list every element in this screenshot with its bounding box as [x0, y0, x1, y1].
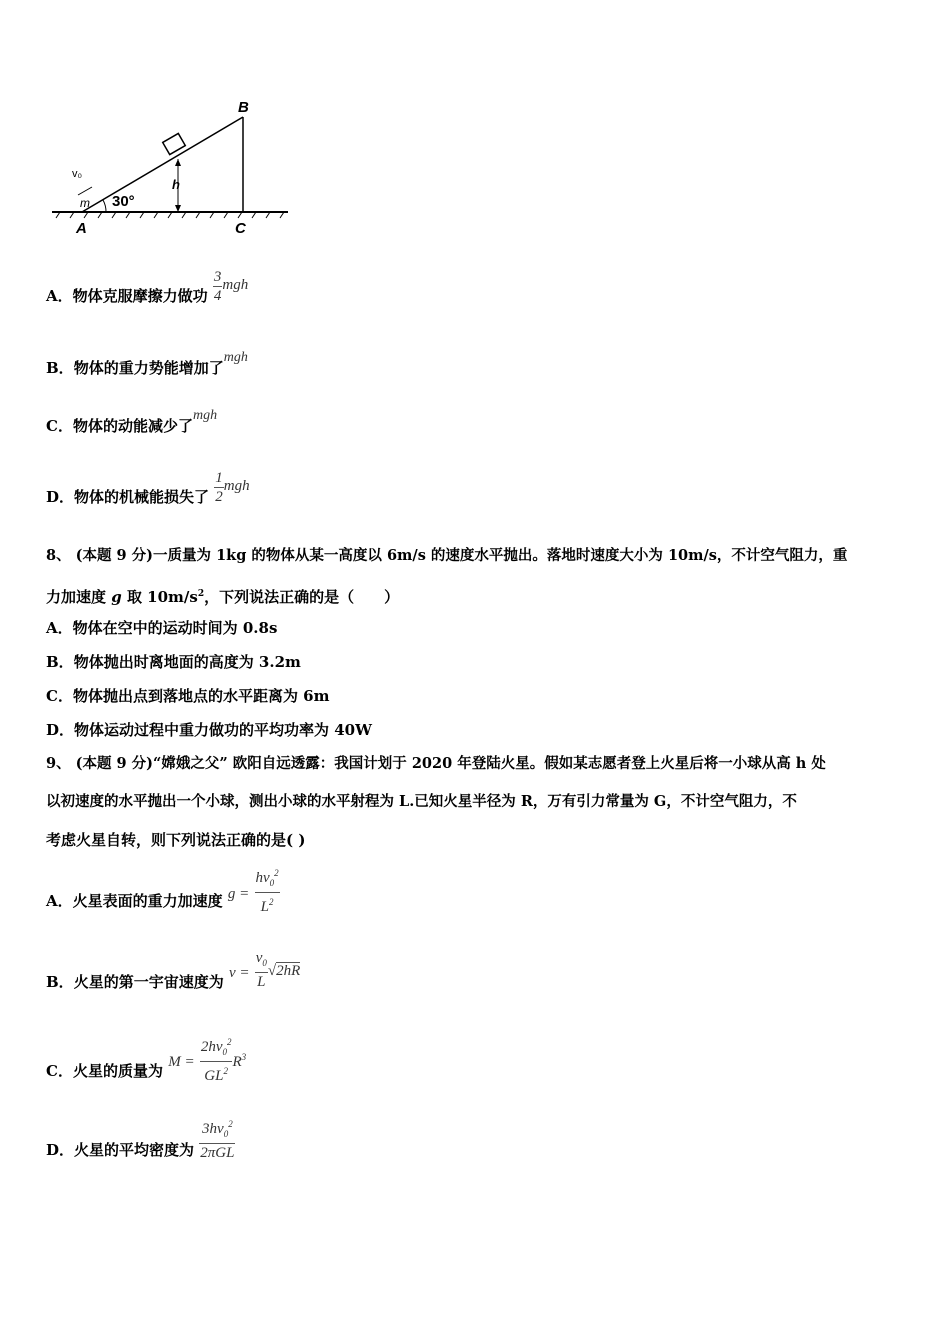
velocity-arrow	[78, 187, 92, 195]
label-b: B	[238, 99, 249, 116]
q8-option-d: D．物体运动过程中重力做功的平均功率为 40W	[46, 721, 372, 739]
q7-option-a: A．物体克服摩擦力做功 $\frac{3}{4}$ mgh	[46, 268, 249, 305]
label-c: C	[235, 220, 246, 237]
q8-option-b: B．物体抛出时离地面的高度为 3.2m	[46, 653, 301, 671]
label-v0: v₀	[72, 168, 83, 180]
fraction-3hv0sq-over-2pigl: $\frac{3hv_0^2}{\text{2πGL}}$	[199, 1115, 235, 1162]
q9-stem-line2: 以初速度的水平抛出一个小球，测出小球的水平射程为 L.已知火星半径为 R，万有引力常量为 G，不计空气阻力，不	[46, 793, 797, 810]
incline-line	[82, 117, 243, 212]
q9-option-a: A．火星表面的重力加速度 g = $\frac{hv_0^2}{L^2}$	[46, 888, 280, 916]
q8-stem-line2: 力加速度 g 取 $10m/s^2$，下列说法正确的是（ ）	[46, 588, 400, 606]
fraction-2hv0sq-over-glsq: $\frac{2hv_0^2}{GL^2}$	[200, 1033, 233, 1085]
q7-option-d: D．物体的机械能损失了 $\frac{1}{2}$ mgh	[46, 469, 250, 506]
q7-option-c: C．物体的动能减少了mgh	[46, 408, 218, 435]
fraction-three-quarters: $\frac{3}{4}$	[213, 268, 222, 304]
angle-arc	[103, 200, 106, 212]
fraction-v0-over-l: $\frac{v_0}{L}$	[255, 950, 267, 990]
q9-option-b: B．火星的第一宇宙速度为 v = $\frac{v_0}{L}$ √2hR	[46, 950, 301, 991]
q8-option-a: A．物体在空中的运动时间为 0.8s	[46, 619, 278, 637]
incline-figure	[48, 95, 298, 245]
q8-stem-line1: 8、 (本题 9 分)一质量为 1kg 的物体从某一高度以 6m/s 的速度水平抛出。落地时速度大小为 10m/s，不计空气阻力，重	[46, 547, 848, 564]
q7-option-b: B．物体的重力势能增加了mgh	[46, 350, 248, 377]
label-angle: 30°	[112, 193, 135, 210]
label-a: A	[76, 220, 87, 237]
q9-stem-line1: 9、 (本题 9 分)“嫦娥之父” 欧阳自远透露：我国计划于 2020 年登陆火星。假如某志愿者登上火星后将一小球从高 h 处	[46, 755, 826, 772]
h-arrow-up	[175, 159, 181, 166]
sqrt-2hr: √2hR	[267, 963, 301, 979]
q9-stem-line3: 考虑火星自转，则下列说法正确的是( )	[46, 831, 306, 849]
fraction-one-half: $\frac{1}{2}$	[215, 469, 223, 505]
q9-option-d: D．火星的平均密度为 $\frac{3hv_0^2}{\text{2πGL}}$	[46, 1140, 235, 1162]
h-arrow-down	[175, 205, 181, 212]
q8-option-c: C．物体抛出点到落地点的水平距离为 6m	[46, 687, 330, 705]
fraction-hv0sq-over-lsq: $\frac{hv_0^2}{L^2}$	[255, 864, 280, 916]
label-h: h	[172, 177, 180, 192]
q9-option-c: C．火星的质量为 M = $\frac{2hv_0^2}{GL^2}$ $R^3$	[46, 1057, 246, 1085]
label-m: m	[80, 196, 90, 210]
block-box	[163, 133, 186, 154]
